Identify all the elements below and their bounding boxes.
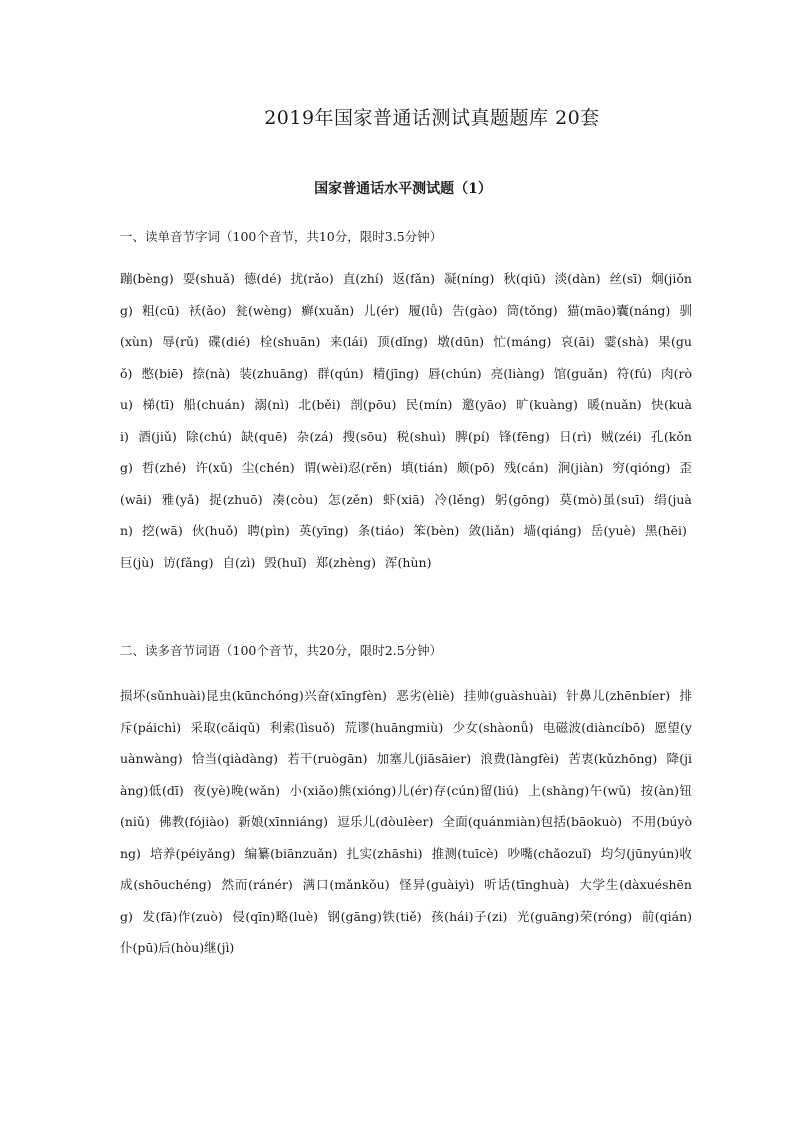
word-item: 毁(huǐ) (264, 554, 307, 570)
word-item: 苦衷(kǔzhōng) (568, 751, 658, 766)
word-item: 梯(tī) (142, 397, 175, 412)
word-item: 聘(pìn) (247, 523, 290, 538)
word-item: 民(mín) (405, 397, 453, 412)
word-item: 歪(wāi) (120, 460, 692, 507)
word-item: 憋(biē) (141, 365, 184, 381)
word-item: 肉(ròu) (120, 365, 692, 412)
word-item: 逗乐儿(dòulèer) (337, 814, 434, 829)
word-item: 侵(qīn)略(luè) (232, 908, 318, 924)
word-item: 躬(gōng) (494, 491, 550, 507)
word-item: 德(dé) (243, 271, 282, 286)
word-item: 顶(dǐng) (377, 334, 428, 349)
word-item: 浑(hùn) (385, 554, 432, 570)
word-item: 凝(níng) (444, 271, 495, 286)
word-item: 然而(ránér) (221, 877, 293, 892)
word-item: 残(cán) (503, 460, 549, 475)
word-item: 若干(ruògān) (287, 751, 368, 766)
word-item: 许(xǔ) (195, 460, 233, 475)
word-item: 培养(péiyǎng) (150, 845, 236, 861)
word-item: 前(qián)仆(pū)后(hòu)继(jì) (120, 908, 693, 955)
word-item: 船(chuán) (183, 397, 245, 412)
word-item: 秋(qiū) (503, 271, 546, 286)
word-item: 敛(liǎn) (468, 523, 515, 538)
word-item: 锋(fēng) (499, 428, 550, 444)
word-item: 唇(chún) (428, 365, 482, 381)
word-item: 哀(āi) (560, 334, 595, 349)
word-item: 加塞儿(jiāsāier) (376, 751, 472, 766)
word-item: 降(jiàng)低(dī) (120, 751, 692, 798)
word-item: 自(zì) (222, 554, 256, 570)
word-item: 怎(zěn) (327, 491, 374, 507)
word-item: 扎实(zhāshi) (346, 845, 423, 861)
word-item: 忙(máng) (493, 334, 552, 349)
word-item: 浪费(làngfèi) (480, 751, 560, 766)
word-item: 杂(zá) (296, 428, 334, 444)
word-item: 针鼻儿(zhēnbíer) (566, 688, 671, 703)
word-item: 猫(māo)囊(náng) (566, 302, 671, 318)
word-item: 损坏(sǔnhuài)昆虫(kūnchóng)兴奋(xīngfèn) (120, 688, 387, 703)
word-item: 挖(wā) (142, 523, 183, 538)
word-item: 编纂(biānzuǎn) (244, 845, 338, 861)
word-item: 北(běi) (298, 397, 341, 412)
word-item: 访(fǎng) (163, 554, 214, 570)
word-item: 淡(dàn) (554, 271, 601, 286)
word-item: 荒谬(huāngmiù) (344, 719, 444, 735)
word-item: 英(yīng) (298, 523, 349, 538)
word-item: 袄(ǎo) (188, 302, 227, 318)
word-item: 孔(kǒng) (120, 428, 692, 475)
word-item: 暖(nuǎn) (587, 397, 642, 412)
word-item: 发(fā)作(zuò) (142, 908, 223, 924)
word-item: 亮(liàng) (490, 365, 545, 381)
word-item: 小(xiǎo)熊(xióng)儿(ér)存(cún)留(liú) (289, 782, 519, 798)
word-item: 精(jīng) (372, 365, 419, 381)
word-item: 栓(shuān) (259, 334, 321, 349)
word-item: 返(fǎn) (392, 271, 436, 286)
word-item: 群(qún) (317, 365, 364, 381)
word-item: 墩(dūn) (437, 334, 484, 349)
word-item: 日(rì) (559, 428, 592, 444)
word-item: 巨(jù) (120, 554, 155, 570)
word-item: 捺(nà) (192, 365, 231, 381)
word-item: 缺(quē) (241, 428, 288, 444)
word-item: 钢(gāng)铁(tiě) (327, 908, 422, 924)
word-item: 穷(qióng) (612, 460, 671, 475)
word-item: 扰(rǎo) (290, 271, 334, 286)
section-1-word-list (120, 263, 692, 578)
word-item: 搜(sōu) (342, 428, 388, 444)
word-item: 装(zhuāng) (239, 365, 308, 381)
word-item: 颇(pō) (456, 460, 495, 475)
word-item: 税(shuì) (396, 428, 446, 444)
word-item: 雅(yǎ) (161, 491, 200, 507)
word-item: 愿望(yuànwàng) (120, 719, 692, 766)
word-item: 笨(bèn) (413, 523, 460, 538)
word-item: 吵嘴(chǎozuǐ) (507, 845, 592, 861)
word-item: 哲(zhé) (141, 460, 187, 475)
word-item: 尘(chén) (241, 460, 295, 475)
word-item: 条(tiáo) (357, 523, 405, 538)
word-item: 岳(yuè) (590, 523, 636, 538)
word-item: 郑(zhèng) (315, 554, 377, 570)
word-item: 不用(búyòng) (120, 814, 692, 861)
word-item: 新娘(xīnniáng) (238, 814, 329, 829)
word-item: 满口(mǎnkǒu) (302, 877, 390, 892)
word-item: 来(lái) (329, 334, 368, 349)
word-item: 履(lǚ) (408, 302, 443, 318)
word-item: 凑(còu) (272, 491, 319, 507)
word-item: 旷(kuàng) (516, 397, 578, 412)
word-item: 利索(lìsuǒ) (269, 719, 336, 735)
word-item: 馆(guǎn) (553, 365, 608, 381)
word-item: 挂帅(guàshuài) (463, 688, 557, 703)
word-item: 伙(huǒ) (191, 523, 239, 538)
word-item: 怪异(guàiyì) (399, 877, 475, 892)
word-item: 恰当(qiàdàng) (191, 751, 278, 766)
word-item: 酒(jiǔ) (138, 428, 177, 444)
word-item: 黑(hēi) (644, 523, 687, 538)
word-item: 直(zhí) (342, 271, 384, 286)
word-item: 按(àn)钮(niǔ) (120, 782, 692, 829)
word-item: 少女(shàonǚ) (452, 719, 534, 735)
word-item: 贼(zéi) (601, 428, 642, 444)
word-item: 谓(wèi)忍(rěn) (303, 460, 392, 475)
word-item: 果(guǒ) (120, 334, 692, 381)
word-item: 辱(rǔ) (162, 334, 199, 349)
word-item: 墙(qiáng) (523, 523, 582, 538)
word-item: 丝(sī) (609, 271, 643, 286)
word-item: 粗(cū) (142, 302, 180, 318)
word-item: 推测(tuīcè) (431, 845, 499, 861)
word-item: 听话(tīnghuà) (484, 877, 570, 892)
document-title: 2019年国家普通话测试真题题库 20套 (264, 107, 600, 129)
word-item: 蹦(bèng) (120, 271, 174, 286)
word-item: 排斥(páichì) (120, 688, 692, 735)
word-item: 光(guāng)荣(róng) (516, 908, 633, 924)
word-item: 瓮(wèng) (235, 302, 292, 318)
word-item: 虾(xiā) (382, 491, 425, 507)
word-item: 碟(dié) (208, 334, 251, 349)
word-item: 上(shàng)午(wǔ) (528, 782, 632, 798)
word-item: 儿(ér) (363, 302, 400, 318)
word-item: 耍(shuǎ) (182, 271, 235, 286)
word-item: 佛教(fójiào) (159, 814, 230, 829)
section-2-word-list (120, 680, 692, 964)
word-item: 大学生(dàxuéshēng) (120, 877, 692, 924)
word-item: 邀(yāo) (461, 397, 507, 412)
word-item: 恶劣(èliè) (396, 688, 455, 703)
word-item: 溺(nì) (254, 397, 290, 412)
section-2-heading: 二、读多音节词语（100个音节，共20分，限时2.5分钟） (120, 643, 443, 658)
word-item: 符(fú) (616, 365, 652, 381)
word-item: 全面(quánmiàn)包括(bāokuò) (442, 814, 622, 829)
word-item: 霎(shà) (604, 334, 649, 349)
word-item: 快(kuài) (120, 397, 692, 444)
word-item: 绢(juàn) (120, 491, 692, 538)
word-item: 孩(hái)子(zi) (431, 908, 508, 924)
word-item: 筒(tǒng) (506, 302, 558, 318)
test-title: 国家普通话水平测试题（1） (314, 181, 492, 197)
word-item: 冷(lěng) (434, 491, 486, 507)
word-item: 癣(xuǎn) (301, 302, 355, 318)
word-item: 夜(yè)晚(wǎn) (193, 782, 281, 798)
word-item: 填(tián) (401, 460, 448, 475)
word-item: 涧(jiàn) (557, 460, 604, 475)
word-item: 炯(jiǒng) (120, 271, 692, 318)
word-item: 脾(pí) (455, 428, 490, 444)
word-item: 电磁波(diàncíbō) (542, 719, 646, 735)
word-item: 除(chú) (186, 428, 232, 444)
word-item: 剖(pōu) (350, 397, 397, 412)
word-item: 告(gào) (451, 302, 498, 318)
word-item: 采取(cǎiqǔ) (190, 719, 261, 735)
word-item: 捉(zhuō) (209, 491, 263, 507)
word-item: 莫(mò)虽(suī) (559, 491, 645, 507)
word-item: 均匀(jūnyún)收成(shōuchéng) (120, 845, 692, 892)
word-item: 驯(xùn) (120, 302, 692, 349)
section-1-heading: 一、读单音节字词（100个音节，共10分，限时3.5分钟） (120, 229, 443, 244)
